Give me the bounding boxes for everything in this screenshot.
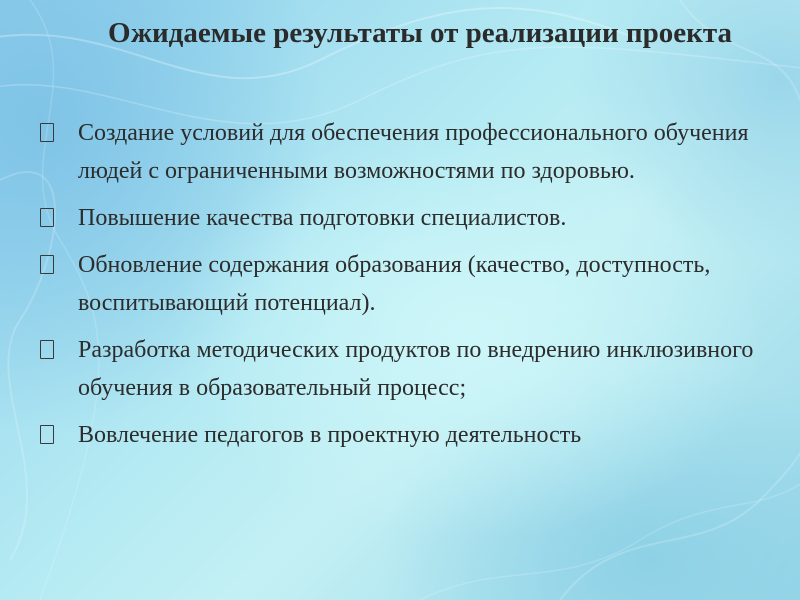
list-item [40,331,780,407]
list-item [40,114,780,190]
list-item [40,416,780,454]
square-bullet-icon [40,123,54,142]
square-bullet-icon [40,425,54,444]
square-bullet-icon [40,208,54,227]
slide-title: Ожидаемые результаты от реализации проекта [108,17,732,49]
bullet-text: Повышение качества подготовки специалистов. [78,205,567,231]
bullet-text: Обновление содержания образования (качество, доступность, воспитывающий потенциал). [78,252,711,316]
square-bullet-icon [40,340,54,359]
bullet-text: Вовлечение педагогов в проектную деятельность [78,422,582,448]
bullet-text: Создание условий для обеспечения профессионального обучения людей с ограниченными возможностями по здоровью. [78,120,749,184]
list-item [40,246,780,322]
list-item [40,199,780,237]
bullet-text: Разработка методических продуктов по внедрению инклюзивного обучения в образовательный процесс; [78,337,754,401]
square-bullet-icon [40,255,54,274]
bullet-list [40,114,780,463]
